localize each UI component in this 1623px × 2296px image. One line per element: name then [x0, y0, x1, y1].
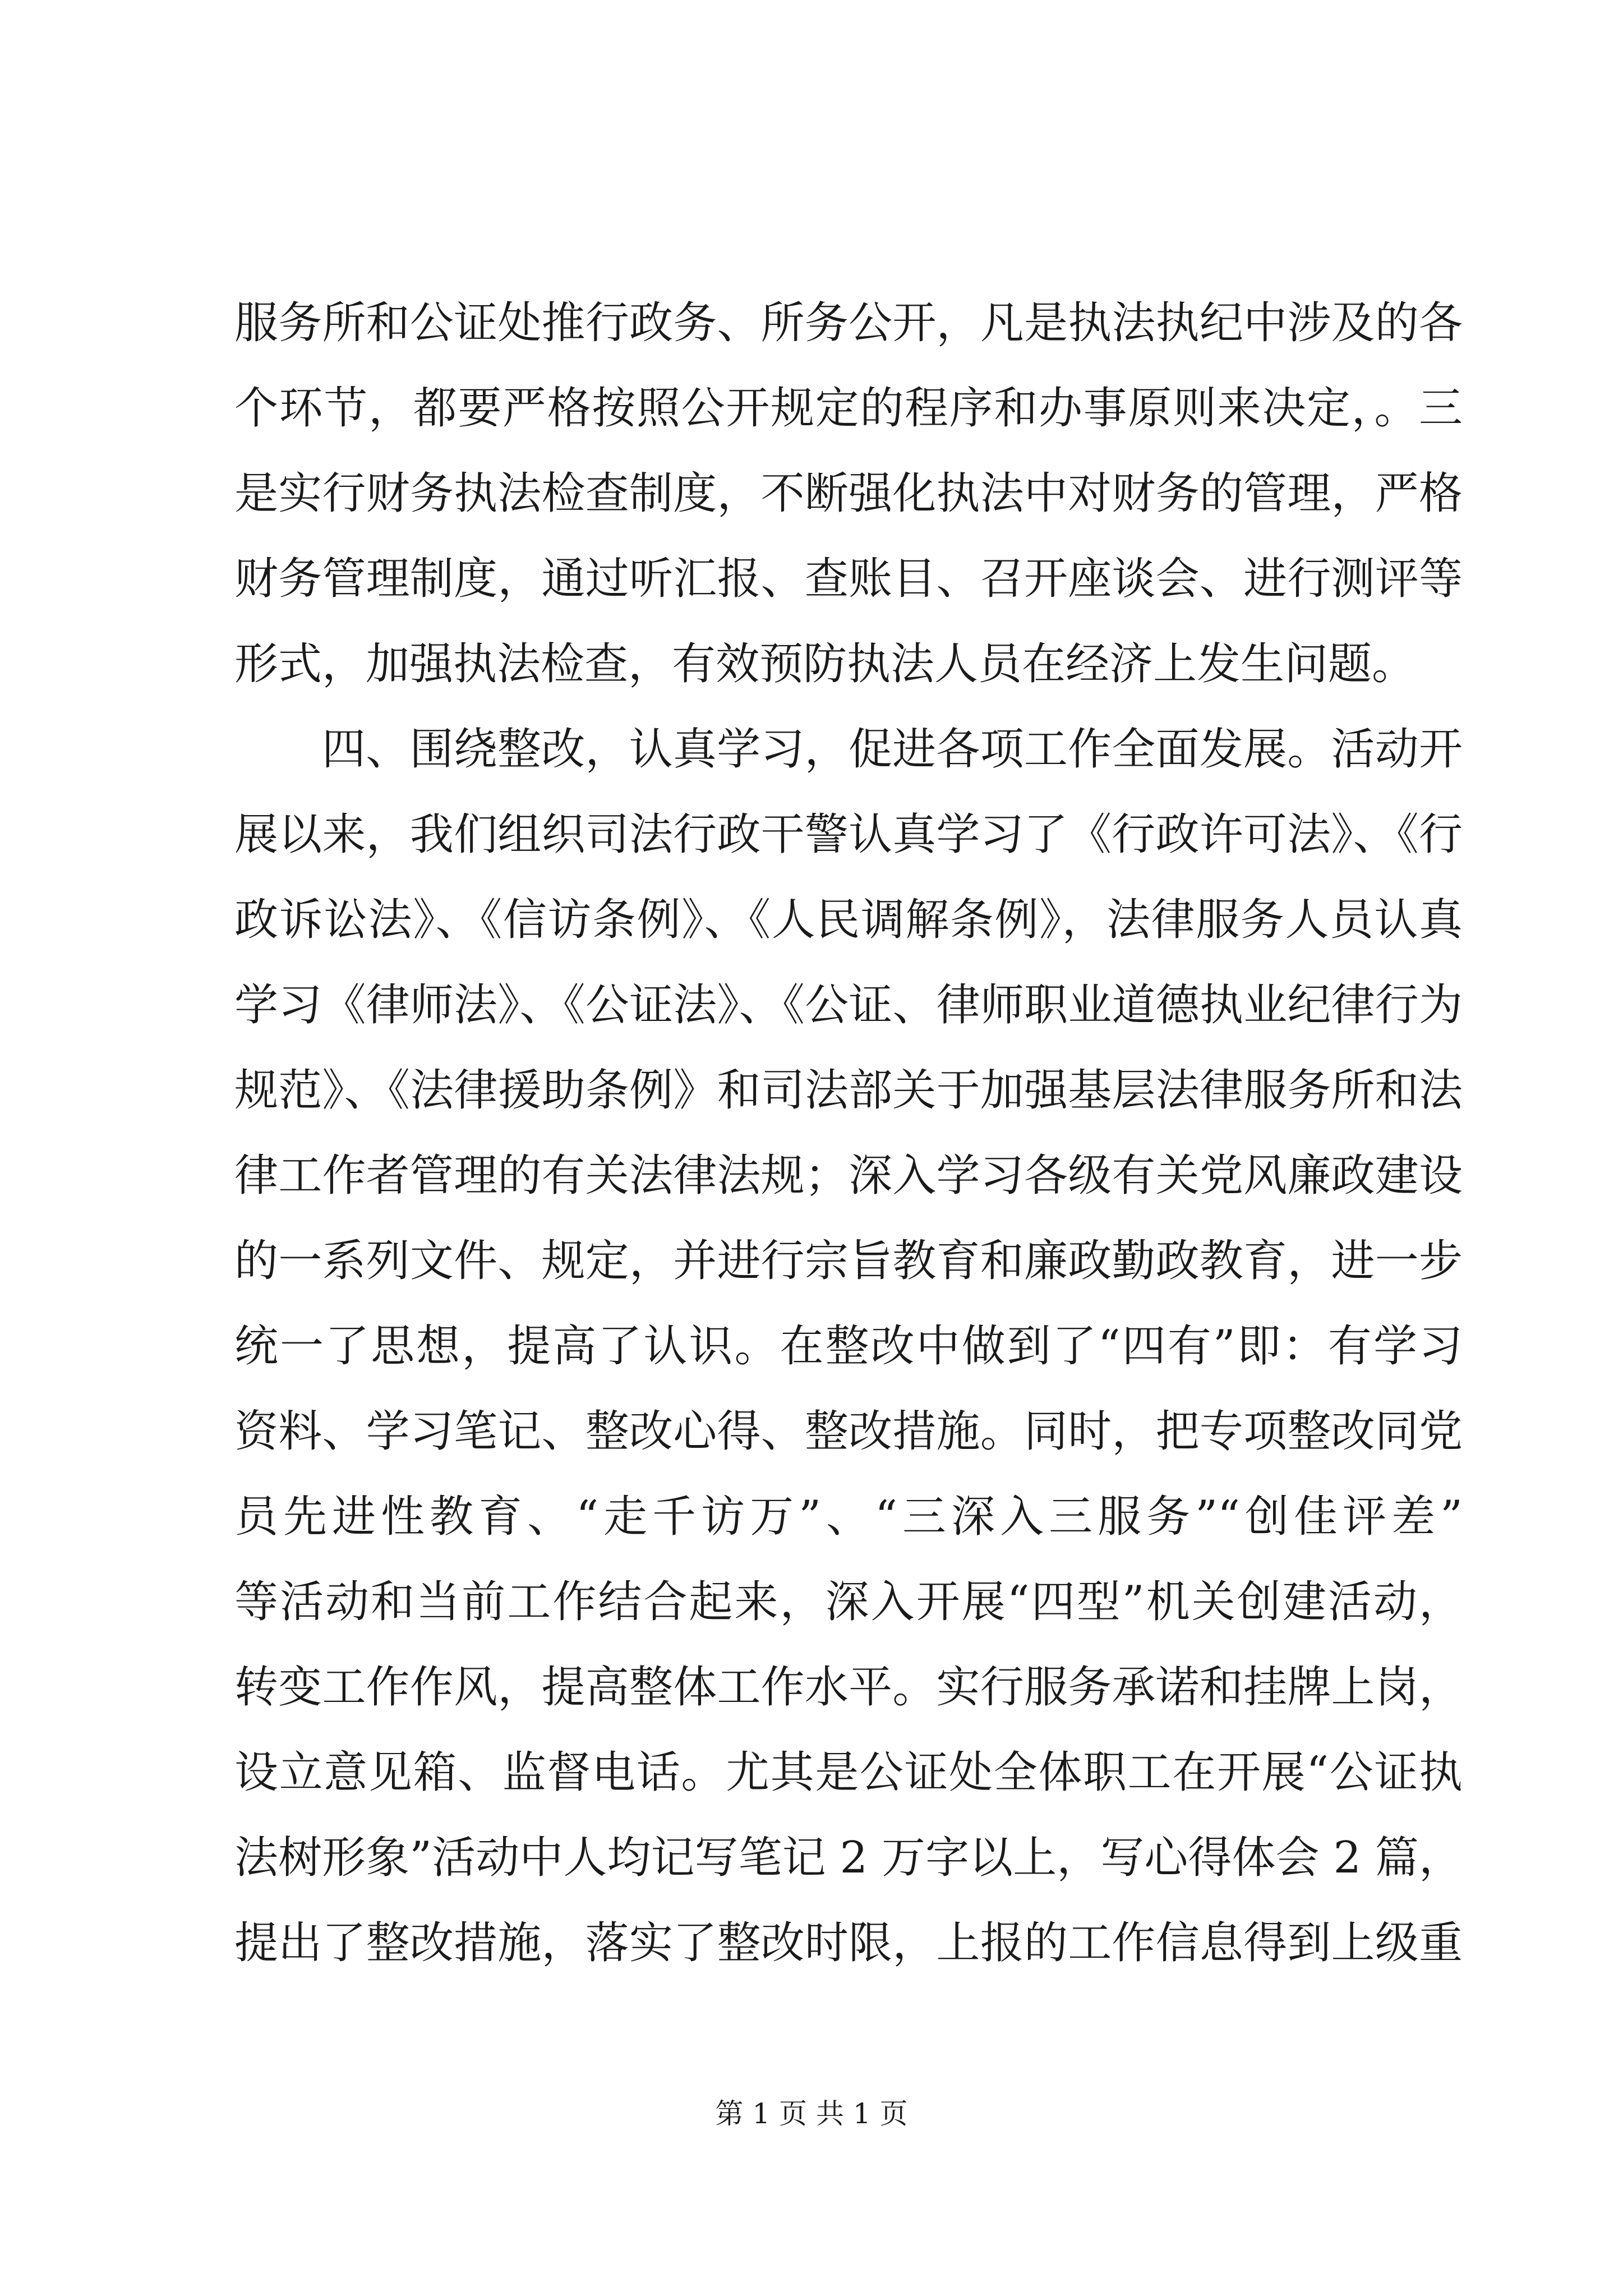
text-line: 规范》、《法律援助条例》和司法部关于加强基层法律服务所和法 — [234, 1065, 1463, 1116]
page-number-label: 第 1 页 共 1 页 — [715, 2097, 908, 2130]
text-line: 学习《律师法》、《公证法》、《公证、律师职业道德执业纪律行为 — [234, 980, 1463, 1030]
text-line: 财务管理制度，通过听汇报、查账目、召开座谈会、进行测评等 — [234, 554, 1463, 604]
text-line: 法树形象”活动中人均记写笔记 2 万字以上，写心得体会 2 篇， — [234, 1833, 1463, 1883]
text-line: 服务所和公证处推行政务、所务公开，凡是执法执纪中涉及的各 — [234, 298, 1463, 348]
text-line: 是实行财务执法检查制度，不断强化执法中对财务的管理，严格 — [234, 468, 1463, 519]
text-line: 资料、学习笔记、整改心得、整改措施。同时，把专项整改同党 — [234, 1406, 1463, 1457]
text-line: 设立意见箱、监督电话。尤其是公证处全体职工在开展“公证执 — [234, 1747, 1463, 1798]
paragraph-first-line: 四、围绕整改，认真学习，促进各项工作全面发展。活动开 — [322, 724, 1463, 775]
text-line: 等活动和当前工作结合起来，深入开展“四型”机关创建活动， — [234, 1577, 1463, 1627]
text-line: 转变工作作风，提高整体工作水平。实行服务承诺和挂牌上岗， — [234, 1662, 1463, 1713]
text-line: 的一系列文件、规定，并进行宗旨教育和廉政勤政教育，进一步 — [234, 1236, 1463, 1286]
page-footer — [0, 2091, 1623, 2132]
text-line: 政诉讼法》、《信访条例》、《人民调解条例》，法律服务人员认真 — [234, 895, 1463, 945]
text-line: 统一了思想，提高了认识。在整改中做到了“四有”即：有学习 — [234, 1321, 1463, 1372]
text-line: 形式，加强执法检查，有效预防执法人员在经济上发生问题。 — [234, 639, 1416, 689]
text-line: 员先进性教育、“走千访万”、“三深入三服务”“创佳评差” — [234, 1492, 1463, 1542]
text-line: 律工作者管理的有关法律法规；深入学习各级有关党风廉政建设 — [234, 1151, 1463, 1201]
text-line: 个环节，都要严格按照公开规定的程序和办事原则来决定，。三 — [234, 383, 1463, 434]
document-body — [234, 280, 1463, 1986]
text-line: 提出了整改措施，落实了整改时限，上报的工作信息得到上级重 — [234, 1918, 1463, 1968]
text-line: 展以来，我们组织司法行政干警认真学习了《行政许可法》、《行 — [234, 809, 1463, 860]
